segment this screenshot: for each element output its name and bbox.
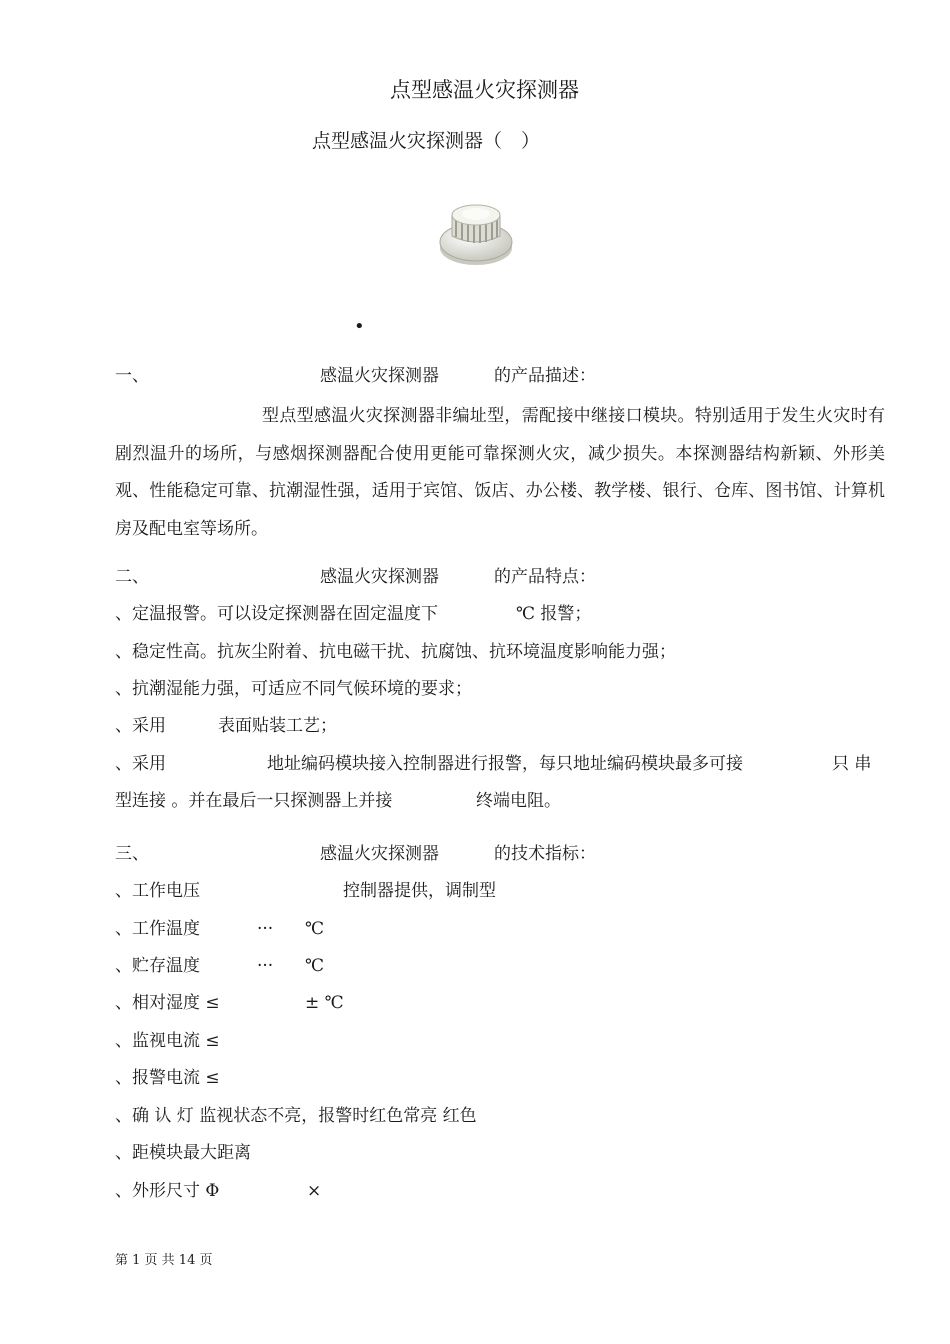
page-number-footer: 第 1 页 共 14 页 bbox=[115, 1253, 213, 1268]
spec-storage-temp-range: ··· bbox=[257, 956, 274, 976]
feature-5-continued: 型连接 。并在最后一只探测器上并接 bbox=[115, 791, 393, 811]
feature-5-text: 地址编码模块接入控制器进行报警，每只地址编码模块最多可接 bbox=[267, 754, 743, 774]
feature-1-temp: ℃ 报警； bbox=[516, 604, 592, 624]
section2-product-name: 感温火灾探测器 bbox=[320, 567, 439, 587]
feature-4-prefix: 、采用 bbox=[115, 716, 166, 736]
detector-photo bbox=[438, 192, 514, 270]
spec-dimensions-times: × bbox=[307, 1181, 322, 1201]
feature-1-text: 、定温报警。可以设定探测器在固定温度下 bbox=[115, 604, 438, 624]
spec-voltage-label: 、工作电压 bbox=[115, 881, 200, 901]
feature-5-count: 只 串 bbox=[832, 754, 872, 774]
spec-storage-temp-label: 、贮存温度 bbox=[115, 956, 200, 976]
feature-3-text: 、抗潮湿能力强，可适应不同气候环境的要求； bbox=[115, 679, 472, 699]
spec-operating-temp-range: ··· bbox=[257, 919, 274, 939]
section3-number: 三、 bbox=[115, 844, 149, 864]
feature-2-text: 、稳定性高。抗灰尘附着、抗电磁干扰、抗腐蚀、抗环境温度影响能力强； bbox=[115, 642, 676, 662]
feature-5-prefix: 、采用 bbox=[115, 754, 166, 774]
spec-operating-temp-label: 、工作温度 bbox=[115, 919, 200, 939]
spec-monitor-current: 、监视电流 ≤ bbox=[115, 1031, 220, 1051]
feature-4-text: 表面贴装工艺； bbox=[218, 716, 337, 736]
section1-number: 一、 bbox=[115, 366, 149, 386]
section2-heading-suffix: 的产品特点： bbox=[494, 567, 596, 587]
section2-number: 二、 bbox=[115, 567, 149, 587]
spec-confirm-light: 、确 认 灯 监视状态不亮，报警时红色常亮 红色 bbox=[115, 1106, 477, 1126]
document-subtitle: 点型感温火灾探测器（ ） bbox=[312, 130, 541, 152]
feature-5-resistor: 终端电阻。 bbox=[476, 791, 561, 811]
spec-dimensions-label: 、外形尺寸 Φ bbox=[115, 1181, 220, 1201]
document-title: 点型感温火灾探测器 bbox=[390, 78, 579, 102]
section3-heading-suffix: 的技术指标： bbox=[494, 844, 596, 864]
spec-storage-temp-unit: ℃ bbox=[305, 956, 325, 976]
section1-product-name: 感温火灾探测器 bbox=[320, 366, 439, 386]
section1-description-paragraph: 型点型感温火灾探测器非编址型，需配接中继接口模块。特别适用于发生火灾时有剧烈温升的场所，与感烟探测器配合使用更能可靠探测火灾，减少损失。本探测器结构新颖、外形美观、性能稳定可靠、抗潮湿性强，适用于宾馆、饭店、办公楼、教学楼、银行、仓库、图书馆、计算机房及配电室等场所。 bbox=[115, 406, 885, 539]
section3-product-name: 感温火灾探测器 bbox=[320, 844, 439, 864]
spec-humidity-label: 、相对湿度 ≤ bbox=[115, 993, 220, 1013]
section1-heading-suffix: 的产品描述： bbox=[494, 366, 596, 386]
spec-voltage-value: 控制器提供，调制型 bbox=[343, 881, 496, 901]
spec-operating-temp-unit: ℃ bbox=[305, 919, 325, 939]
spec-alarm-current: 、报警电流 ≤ bbox=[115, 1068, 220, 1088]
spec-humidity-value: ± ℃ bbox=[305, 993, 344, 1013]
bullet-marker: • bbox=[354, 316, 365, 337]
spec-max-distance: 、距模块最大距离 bbox=[115, 1143, 251, 1163]
